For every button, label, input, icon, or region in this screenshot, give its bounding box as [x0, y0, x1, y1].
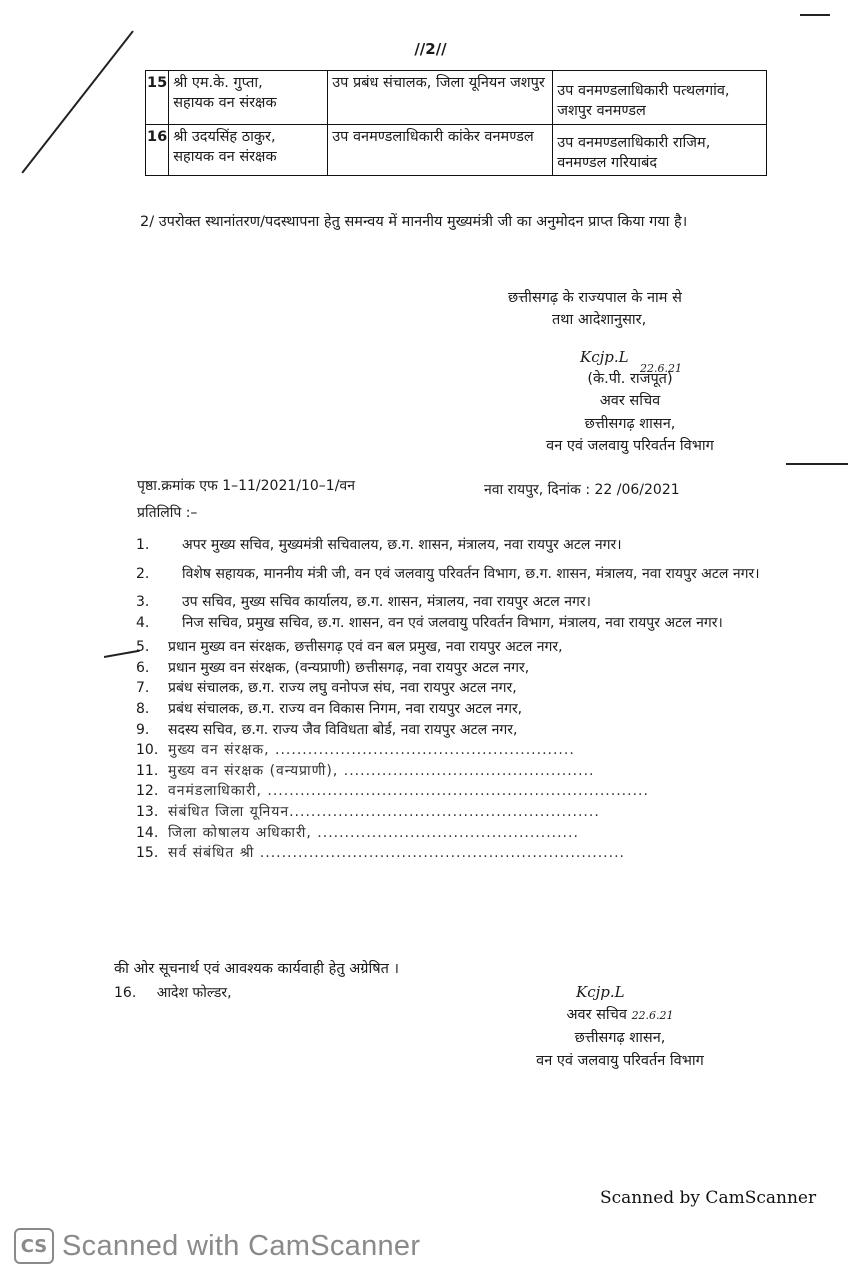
item-number: 3. [136, 594, 150, 611]
list-item [136, 740, 776, 761]
item-text: आदेश फोल्डर, [156, 985, 232, 1001]
camscanner-logo-icon: CS [14, 1228, 54, 1264]
new-post: उप वनमण्डलाधिकारी राजिम, वनमण्डल गरियाबंद [553, 124, 767, 176]
signature-date: 22.6.21 [640, 361, 682, 375]
item-number: 11. [136, 762, 159, 779]
list-item [136, 720, 776, 741]
item-text: प्रधान मुख्य वन संरक्षक, (वन्यप्राणी) छत्तीसगढ़, नवा रायपुर अटल नगर, [168, 659, 530, 676]
scanned-by-label: Scanned by CamScanner [600, 1188, 817, 1208]
officer-cell [169, 124, 328, 176]
signatory-government: छत्तीसगढ़ शासन, [574, 1030, 666, 1047]
issue-date: नवा रायपुर, दिनांक : 22 /06/2021 [484, 482, 680, 498]
copy-to-heading: प्रतिलिपि :– [137, 505, 198, 521]
pen-stroke-right [786, 463, 848, 465]
current-post: उप प्रबंध संचालक, जिला यूनियन जशपुर [328, 71, 553, 125]
signature-date: 22.6.21 [631, 1009, 674, 1022]
item-number: 7. [136, 680, 150, 697]
copy-list [136, 535, 776, 864]
list-item [136, 613, 776, 634]
reference-number: पृष्ठा.क्रमांक एफ 1–11/2021/10–1/वन [137, 478, 355, 494]
item-text: प्रधान मुख्य वन संरक्षक, छत्तीसगढ़ एवं वन बल प्रमुख, नवा रायपुर अटल नगर, [168, 639, 563, 656]
item-text: विशेष सहायक, माननीय मंत्री जी, वन एवं जलवायु परिवर्तन विभाग, छ.ग. शासन, मंत्रालय, नवा रायपुर अटल नगर। [182, 565, 760, 582]
tick-mark [104, 650, 140, 658]
list-item [136, 592, 776, 613]
transfer-table [145, 70, 767, 176]
list-item [136, 564, 776, 585]
authority-line-2: तथा आदेशानुसार, [552, 312, 647, 329]
item-number: 13. [136, 803, 159, 820]
list-item [136, 843, 776, 864]
item-text: उप सचिव, मुख्य सचिव कार्यालय, छ.ग. शासन, मंत्रालय, नवा रायपुर अटल नगर। [182, 594, 591, 611]
list-item [136, 781, 776, 802]
item-text: प्रबंध संचालक, छ.ग. राज्य लघु वनोपज संघ, नवा रायपुर अटल नगर, [168, 680, 517, 697]
handwritten-signature [480, 332, 780, 375]
signatory-name: (के.पी. राजपूत) [587, 370, 673, 387]
signatory-department: वन एवं जलवायु परिवर्तन विभाग [546, 438, 714, 455]
forward-text: की ओर सूचनार्थ एवं आवश्यक कार्यवाही हेतु अग्रेषित । [114, 961, 399, 977]
officer-name: श्री उदयसिंह ठाकुर, [173, 128, 276, 145]
signatory-post: अवर सचिव [599, 393, 661, 410]
item-number: 4. [136, 614, 150, 631]
list-item [136, 823, 776, 844]
list-item [136, 637, 776, 658]
row-number: 15 [146, 71, 169, 125]
officer-name: श्री एम.के. गुप्ता, [173, 75, 263, 91]
signatory-government: छत्तीसगढ़ शासन, [584, 415, 676, 432]
item-text: सदस्य सचिव, छ.ग. राज्य जैव विविधता बोर्ड, नवा रायपुर अटल नगर, [168, 721, 518, 738]
signatory-post: अवर सचिव 22.6.21 [566, 1007, 674, 1023]
item-number: 12. [136, 783, 159, 800]
list-item [136, 678, 776, 699]
item-text: मुख्य वन संरक्षक, ....................................................... [168, 742, 575, 759]
item-text: मुख्य वन संरक्षक (वन्यप्राणी), .............................................. [168, 762, 595, 779]
list-item [136, 658, 776, 679]
item-text: वनमंडलाधिकारी, ...................................................................... [168, 783, 649, 800]
item-text: संबंधित जिला यूनियन......................................................... [168, 803, 600, 820]
table-row [146, 71, 767, 125]
item-text: जिला कोषालय अधिकारी, ................................................ [168, 824, 579, 841]
item-number: 15. [136, 845, 159, 862]
new-post: उप वनमण्डलाधिकारी पत्थलगांव, जशपुर वनमण्डल [553, 71, 767, 125]
item-text: निज सचिव, प्रमुख सचिव, छ.ग. शासन, वन एवं जलवायु परिवर्तन विभाग, मंत्रालय, नवा रायपुर अटल नगर। [182, 614, 723, 631]
item-text: प्रबंध संचालक, छ.ग. राज्य वन विकास निगम, नवा रायपुर अटल नगर, [168, 701, 523, 718]
pen-stroke-top-right [800, 14, 830, 16]
item-number: 1. [136, 537, 150, 553]
signature-block-2 [470, 976, 770, 1074]
signature-block-1 [480, 287, 780, 458]
list-item [136, 761, 776, 782]
authority-line-1: छत्तीसगढ़ के राज्यपाल के नाम से [508, 290, 682, 306]
item-number: 16. [114, 985, 137, 1001]
item-number: 6. [136, 659, 150, 676]
item-number: 10. [136, 742, 159, 759]
handwritten-signature [470, 976, 770, 1004]
list-item [136, 802, 776, 823]
camscanner-text: Scanned with CamScanner [62, 1229, 421, 1262]
page-number: //2// [414, 40, 447, 58]
item-number: 14. [136, 824, 159, 841]
table-row [146, 124, 767, 176]
officer-designation: सहायक वन संरक्षक [173, 95, 277, 112]
signatory-department: वन एवं जलवायु परिवर्तन विभाग [536, 1053, 704, 1070]
officer-cell [169, 71, 328, 125]
list-item [136, 699, 776, 720]
item-number: 9. [136, 721, 150, 738]
list-item [136, 535, 776, 556]
item-text: अपर मुख्य सचिव, मुख्यमंत्री सचिवालय, छ.ग. शासन, मंत्रालय, नवा रायपुर अटल नगर। [182, 537, 622, 553]
current-post: उप वनमण्डलाधिकारी कांकेर वनमण्डल [328, 124, 553, 176]
item-number: 2. [136, 565, 150, 582]
item-number: 5. [136, 639, 150, 656]
paragraph-2: 2/ उपरोक्त स्थानांतरण/पदस्थापना हेतु समन्वय में माननीय मुख्यमंत्री जी का अनुमोदन प्राप्त किया गया है। [140, 214, 688, 230]
item-number: 8. [136, 701, 150, 718]
list-item-16 [114, 983, 232, 1002]
row-number: 16 [146, 124, 169, 176]
signature-initials: Kcjp.L [576, 983, 625, 1001]
camscanner-watermark [14, 1228, 420, 1264]
signature-initials: Kcjp.L [580, 347, 629, 366]
officer-designation: सहायक वन संरक्षक [173, 148, 277, 165]
item-text: सर्व संबंधित श्री ................................................................... [168, 845, 625, 862]
